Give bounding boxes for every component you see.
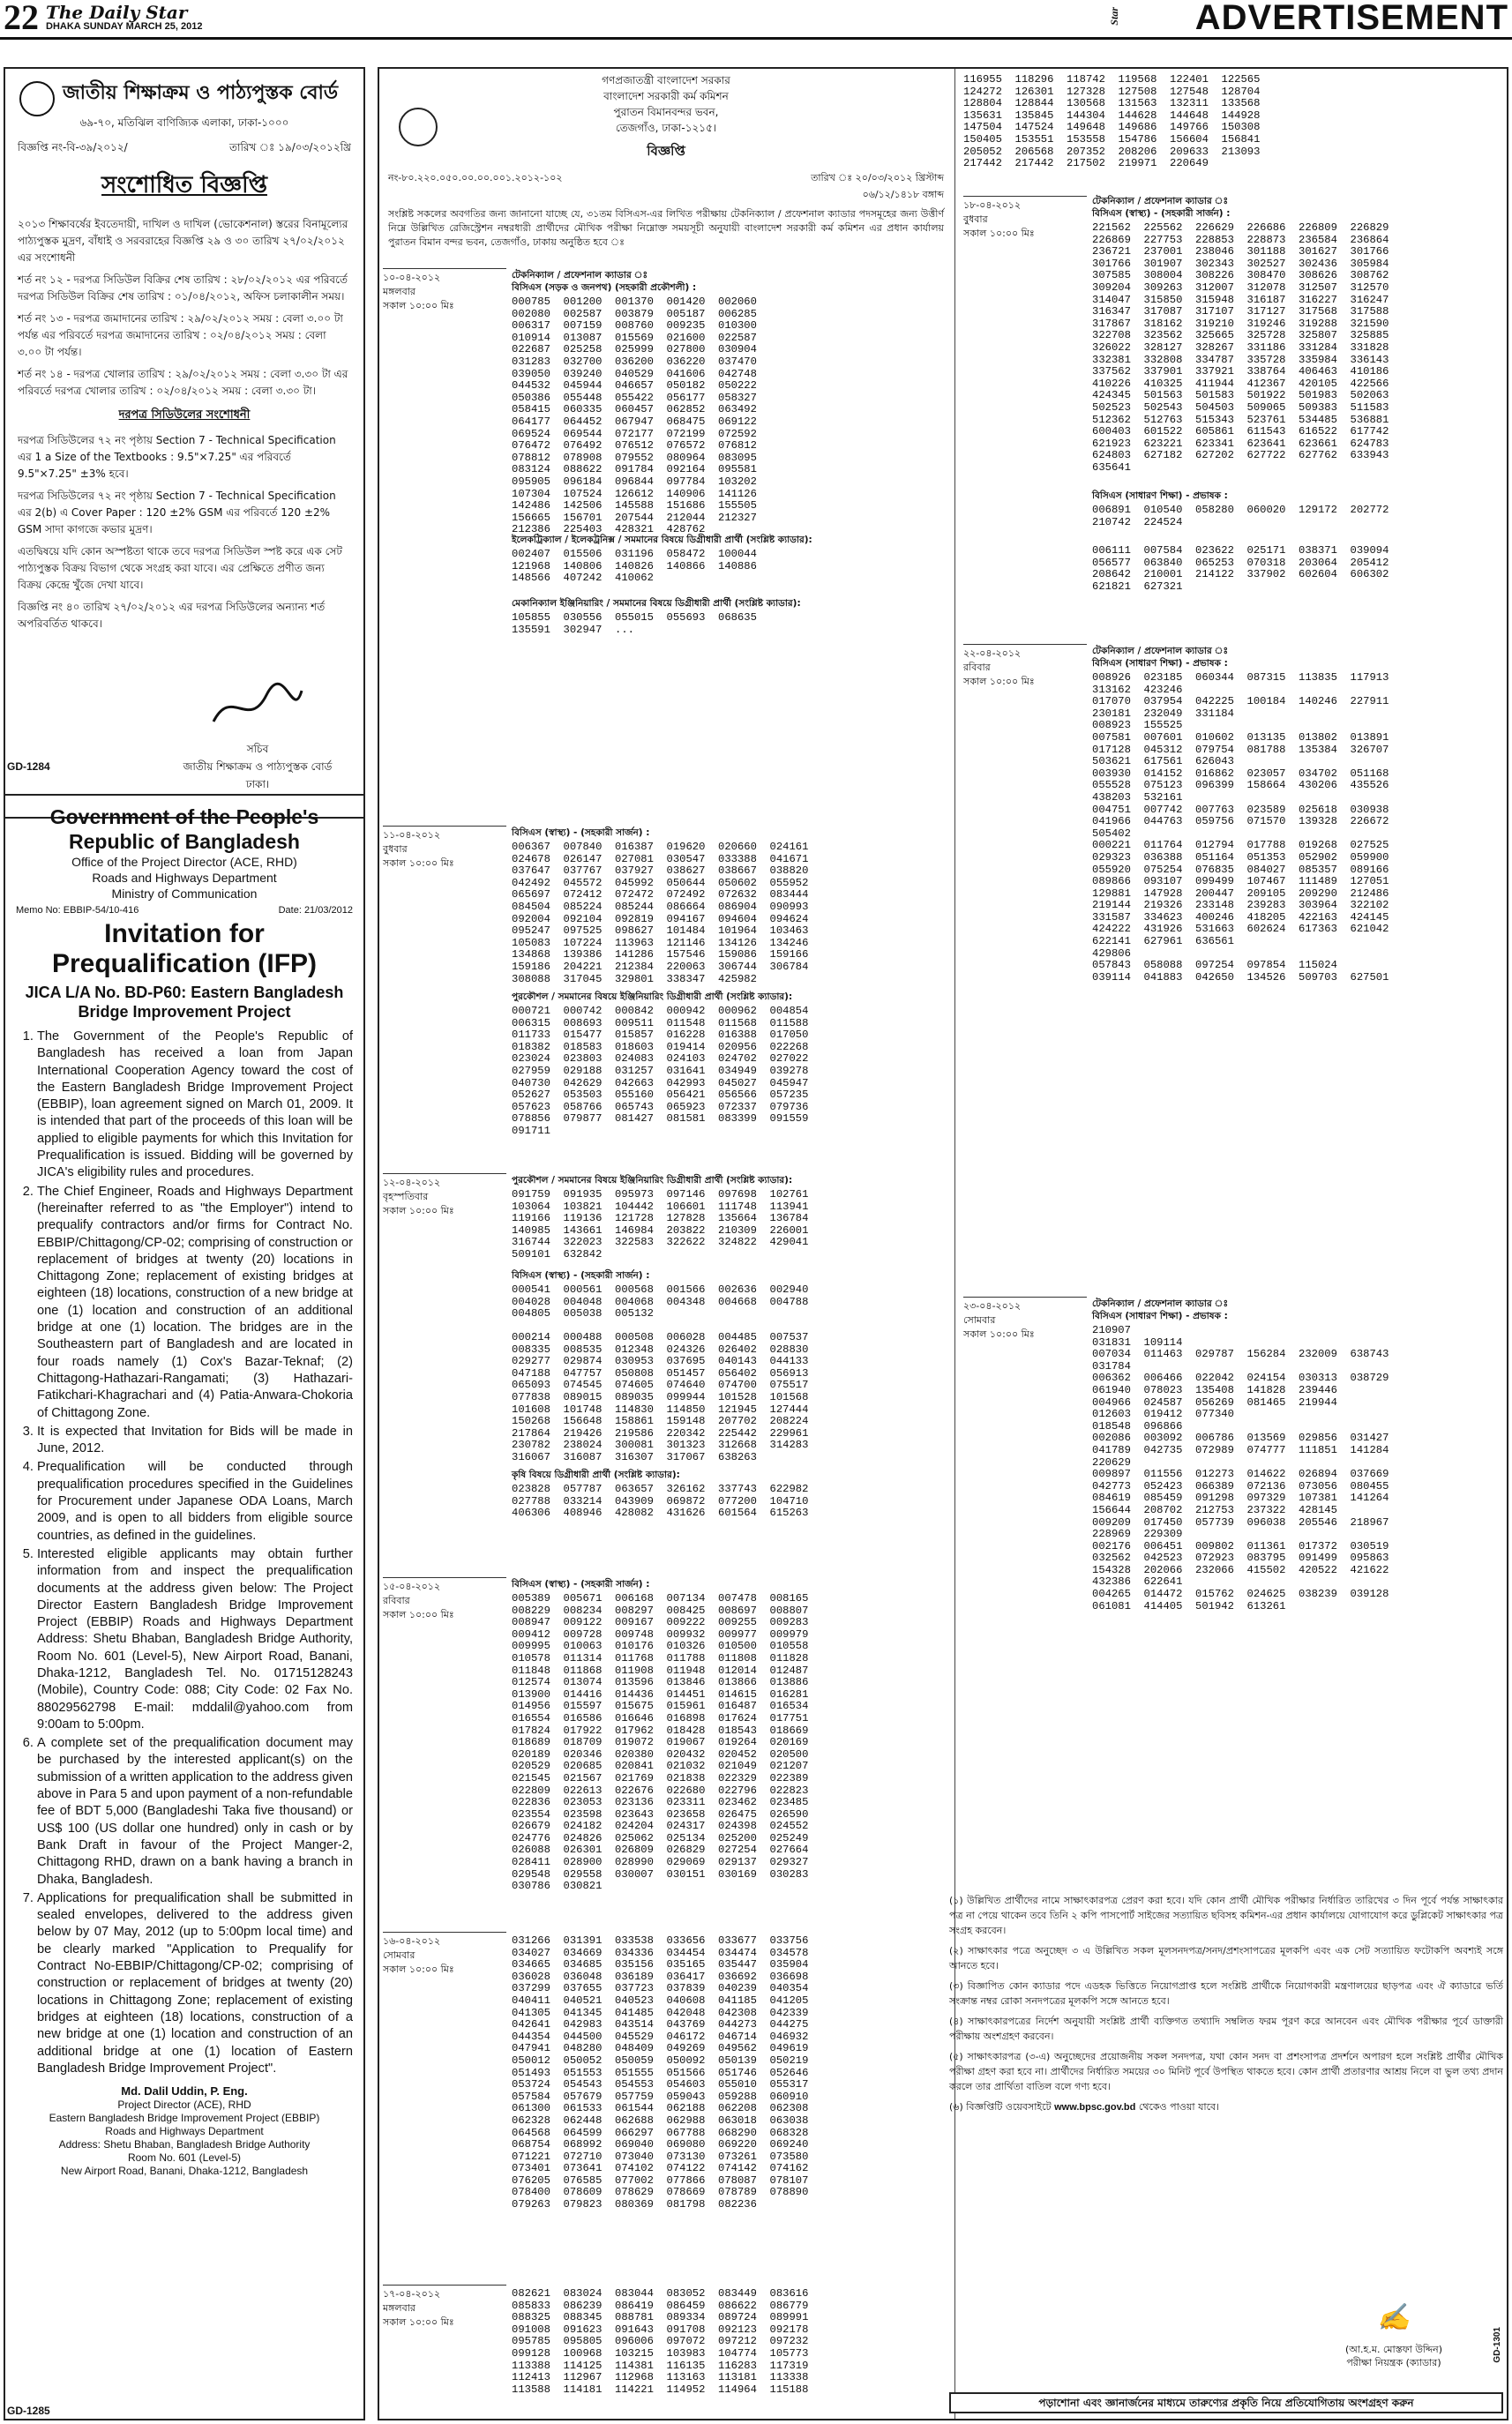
bpsc-date: তারিখ ঃ ২০/০৩/২০১২ খ্রিস্টাব্দ <box>811 172 944 183</box>
bpsc-signer-title: পরীক্ষা নিয়ন্ত্রক (ক্যাডার) <box>1346 2357 1441 2368</box>
exam-weekday: মঙ্গলবার <box>383 286 415 297</box>
registration-list: 000785 001200 001370 001420 002060 002080 002587 003879 005187 006285 006317 007159 008760 009235 010300 010914 013087 015569 021600 022587 022687 025258 025999 027800 030904 031283 032700 036200 036220 037470 039050 039240 040529 041606 042748 044532 045944 046657 050182 050222 050386 055448 055422 056177 058327 058415 060335 060457 062852 063492 064177 064452 067947 068475 069122 069524 069544 072177 072199 072592 076472 076492 076512 076572 076812 078812 078908 079552 080964 083095 083124 088622 091784 092164 095581 095905 096184 096844 097784 103202 107304 107524 126612 140906 141126 142486 142506 145588 151686 155505 156665 156701 207544 212044 212327 212386 225403 428321 428762 <box>512 296 757 536</box>
exam-weekday: সোমবার <box>383 1949 415 1961</box>
registration-list: 000214 000488 000508 006028 004485 007537 008335 008535 012348 024326 026402 028830 029277 029874 030953 037695 040143 044133 047188 047757 050808 051457 056402 056913 065093 074545 074605 074640 074700 075517 077838 089015 089035 099944 101528 101568 101608 101748 114830 114850 121945 127444 150268 156648 158861 159148 207702 208224 217864 219426 219586 220342 225442 229961 230782 238024 300081 301323 312668 314283 316067 316087 316307 317067 638263 <box>512 1331 809 1463</box>
registration-list: 006367 007840 016387 019620 020660 024161 024678 026147 027081 030547 033388 041671 037647 037767 037927 038627 038667 038820 042492 045572 045992 050644 050602 055952 065697 072412 072472 072492 072632 083444 084504 085224 085244 086664 086904 090993 092004 092104 092819 094167 094604 094624 095247 097525 098627 101484 101964 103463 105083 107224 113963 121146 134126 134246 134868 139386 141286 157546 159086 159166 159186 204221 212384 220063 306744 306784 308088 317045 329801 338347 425982 <box>512 841 809 985</box>
ifp-date: Date: 21/03/2012 <box>278 905 353 916</box>
category-heading: মেকানিক্যাল ইঞ্জিনিয়ারিং / সমমানের বিষয়ে ডিগ্রীধারী প্রার্থী (সংশ্লিষ্ট ক্যাডার): <box>512 598 801 609</box>
category-heading: বিসিএস (স্বাস্থ্য) - (সহকারী সার্জন) : <box>1092 208 1231 219</box>
bpsc-note: (৩) বিজ্ঞাপিত কোন ক্যাডার পদে এডহক ভিত্তিতে নিয়োগপ্রাপ্ত হলে সংশ্লিষ্ট প্রার্থীকে নিয়োগকারী মন্ত্রণালয়ের ছাড়পত্র এবং ঐ ক্যাডারে ভর্তি সংক্রান্ত নম্বর রোকা সনদপত্রের মূলকপি সঙ্গে আনতে হবে। <box>949 1980 1503 2007</box>
exam-weekday: বুধবার <box>963 213 988 225</box>
exam-weekday: রবিবার <box>383 1595 410 1606</box>
nctb-address: ৬৯-৭০, মতিঝিল বাণিজ্যিক এলাকা, ঢাকা-১০০০ <box>79 116 289 129</box>
exam-time: সকাল ১০:০০ মিঃ <box>383 857 454 869</box>
bpsc-memo: নং-৮০.২২০.০৫০.০০.০০.০০১.২০১২-১০২ <box>388 172 563 183</box>
registration-list: 221562 225562 226629 226686 226809 226829 226869 227753 228853 228873 236584 236864 236721 237001 238046 301188 301627 301766 301766 301907 302343 302527 302436 305984 307585 308004 308226 308470 308626 308762 309204 309263 312007 312078 312507 312570 314047 315850 315948 316187 316227 316247 316347 317087 317107 317127 317568 317588 317867 318162 319210 319246 319288 321590 322708 323562 325665 325728 325807 325885 326022 328127 328267 331186 331284 331828 332381 332808 334787 335728 335984 336143 337562 337901 337921 338764 406463 410186 410226 410325 411944 412367 420105 422566 424345 501563 501583 501922 501983 502063 502523 502543 504503 509065 509383 511583 512362 512763 515343 523761 534485 536881 600403 601522 605861 611543 616522 617742 621923 623221 623341 623641 623661 624783 624803 627182 627202 627722 627762 633943 635641 <box>1092 221 1389 474</box>
nctb-memo-row <box>18 140 351 158</box>
category-heading: টেকনিক্যাল / প্রফেশনাল ক্যাডার ঃ <box>1092 1298 1229 1309</box>
exam-time: সকাল ১০:০০ মিঃ <box>963 228 1035 239</box>
category-heading: টেকনিক্যাল / প্রফেশনাল ক্যাডার ঃ <box>1092 196 1229 206</box>
page-number: 22 <box>4 0 39 37</box>
bpsc-line: পুরাতন বিমানবন্দর ভবন, <box>613 106 719 118</box>
bpsc-footer: পড়াশোনা এবং জ্ঞানার্জনের মাধ্যমে তারুণ্যের প্রকৃতি নিয়ে প্রতিযোগিতায় অংশগ্রহণ করুন <box>949 2392 1503 2413</box>
category-heading: পুরকৌশল / সমমানের বিষয়ে ইঞ্জিনিয়ারিং ডিগ্রীধারী প্রার্থী (সংশ্লিষ্ট ক্যাডার): <box>512 991 793 1002</box>
ifp-project: JICA L/A No. BD-P60: Eastern Bangladesh Bridge Improvement Project <box>25 984 344 1021</box>
bpsc-line: বাংলাদেশ সরকারী কর্ম কমিশন <box>603 90 729 102</box>
exam-weekday: সোমবার <box>963 1314 996 1326</box>
category-heading: বিসিএস (সাধারণ শিক্ষা) - প্রভাষক : <box>1092 658 1228 669</box>
exam-time: সকাল ১০:০০ মিঃ <box>383 1609 454 1620</box>
bpsc-side-code: GD-1301 <box>1493 2327 1502 2363</box>
nctb-bullet: এতদ্বিষয়ে যদি কোন অস্পষ্টতা থাকে তবে দরপত্র সিডিউল স্পষ্ট করে এক সেট পাঠ্যপুস্তক বিক্রয় বিভাগ থেকে সংগ্রহ করা যাবে। এর প্রেক্ষিতে প্রণীত জন্য বিক্রয় কেন্দ্রে খুঁজে দেখা যাবে। <box>18 545 342 591</box>
nctb-signer-org: জাতীয় শিক্ষাক্রম ও পাঠ্যপুস্তক বোর্ড <box>183 760 333 773</box>
ifp-item: 1. The Government of the People's Republic of Bangladesh has received a loan from Japan International Cooperation Agency toward the cost of the Eastern Bangladesh Bridge Improvement Project (EBBIP), loan agreement signed on March 01, 2009. It is intended that part of the proceeds of this loan will be applied to eligible payments for which this Invitation for Prequalification is issued. Bidding will be governed by JICA's eligibility rules and procedures. <box>37 1029 353 1182</box>
nctb-signature-block <box>178 677 337 795</box>
exam-time: সকাল ১০:০০ মিঃ <box>383 1205 454 1216</box>
ifp-item: 6. A complete set of the prequalification document may be purchased by the interested applicant(s) on the submission of a written application to the address given above in Para 5 and upon payment of a non-refundable fee of BDT 5,000 (Bangladeshi Taka five thousand) or US$ 100 (US dollar one hundred) only in cash or by Bank Draft in favour of the Project Manger-2, Chittagong RHD, drawn on a bank having a branch in Dhaka, Bangladesh. <box>37 1735 353 1889</box>
ifp-item: 2. The Chief Engineer, Roads and Highways Department (hereinafter referred to as "the Employer") intend to prequalify contractors and/or firms for Contract No. EBBIP/Chittagong/CP-02; comprising of construction or replacement of bridges at twenty (20) locations in Chittagong Zone; replacement of existing bridges at eighteen (18) locations, construction of a new bridge at one (1) location and construction of an additional bridge at one (1) location. The bridges are in the Southeastern part of Bangladesh and are located in four roads namely (1) Cox's Bazar-Teknaf; (2) Chittagong-Hathazari-Rangamati; (3) Hathazari-Fatikchari-Khagrachari and (4) Patia-Anwara-Chokoria of Chittagong Zone. <box>37 1184 353 1422</box>
ifp-memo: Memo No: EBBIP-54/10-416 <box>16 905 139 916</box>
exam-date: ১০-০৪-২০১২ <box>383 272 441 283</box>
category-heading: বিসিএস (সাধারণ শিক্ষা) - প্রভাষক : <box>1092 1311 1228 1321</box>
nctb-date: তারিখ ঃ ১৯/০৩/২০১২খ্রি <box>229 141 351 153</box>
exam-date: ১৫-০৪-২০১২ <box>383 1581 441 1592</box>
ifp-notice <box>4 794 365 2420</box>
nctb-clause: শর্ত নং ১৩ - দরপত্র জমাদানের তারিখ : ২৯/০২/২০১২ সময় : বেলা ৩.০০ টা পর্যন্ত এর পরিবর্তে দরপত্র জমাদানের তারিখ : ০২/০৪/২০১২ সময় : বেলা ৩.০০ টা পর্যন্ত। <box>18 312 343 358</box>
exam-day <box>383 1173 506 1218</box>
exam-day <box>383 1932 506 1977</box>
registration-list: 006111 007584 023622 025171 038371 039094 056577 063840 065253 070318 203064 205412 208642 210001 214122 337902 602604 606302 621821 627321 <box>1092 544 1389 593</box>
govt-seal-icon <box>399 108 438 146</box>
ifp-signature-block <box>16 2084 353 2178</box>
registration-list: 008926 023185 060344 087315 113835 117913 313162 423246 017070 037954 042225 100184 140246 227911 230181 232049 331184 008923 155525 007581 007601 010602 013135 013802 013891 017128 045312 079754 081788 135384 326707 503621 617561 626043 003930 014152 016862 023057 034702 051168 055528 075123 096399 158664 430206 435526 438203 532161 004751 007742 007763 023589 025618 030938 041966 044763 059756 071570 139328 226672 505402 000221 011764 012794 017788 019268 027525 029323 036388 051164 051353 052902 059900 055920 075254 076835 084027 085357 089166 089866 093107 099499 107467 111489 127051 129881 147928 200447 209105 209290 212486 219144 219326 233148 239283 303964 322102 331587 334623 400246 418205 422163 424145 424222 431926 531663 602624 617363 621042 622141 627961 636561 429806 057843 058088 097254 097854 115024 039114 041883 042650 134526 509703 627501 <box>1092 671 1389 984</box>
bpsc-notice <box>378 67 1508 2420</box>
bpsc-memo-row <box>388 170 944 187</box>
nctb-signer-city: ঢাকা। <box>245 778 270 790</box>
registration-list: 005389 005671 006168 007134 007478 008165 008229 008234 008297 008425 008697 008807 008947 009122 009167 009222 009255 009283 009412 009728 009748 009932 009977 009979 009995 010063 010176 010326 010500 010558 010578 011314 011768 011788 011808 011828 011848 011868 011908 011948 012014 012487 012574 013074 013596 013846 013866 013886 013900 014416 014436 014451 014615 016281 014956 015597 015675 015961 016487 016534 016554 016586 016646 016898 017624 017751 017824 017922 017962 018428 018543 018669 018689 018709 019072 019067 019264 020169 020189 020346 020380 020432 020452 020500 020529 020685 020841 021032 021049 021207 021545 021567 021769 021838 022329 022389 022809 022613 022676 022680 022796 022823 022836 023053 023136 023311 023462 023485 023554 023598 023643 023658 026475 026590 026679 024182 024204 024317 024398 024552 024776 024826 025062 025134 025200 025249 026088 026301 026809 026829 027254 027664 028411 028900 028990 029069 029137 029327 029548 029558 030007 030151 030169 030283 030786 030821 <box>512 1592 809 1893</box>
registration-list: 210907 031831 109114 007034 011463 029787 156284 232009 638743 031784 006362 006466 022042 024154 030313 038729 061940 078023 135408 141828 239446 004966 024587 056269 081465 219944 012603 019412 077340 018548 096866 002086 003092 006786 013569 029856 031427 041789 042735 072989 074777 111851 141284 220629 009897 011556 012273 014622 026894 037669 042773 052423 066389 072136 073056 080455 084619 085459 091298 097329 107381 141264 156644 208702 212753 237322 428145 009209 017450 057739 096038 205546 218967 228969 229309 002176 006451 009802 011361 017372 030519 032562 042523 072923 083795 091499 095863 154328 202066 232066 415502 420522 421622 432386 622641 004265 014472 015762 024625 038239 039128 061081 414405 501942 613261 <box>1092 1324 1389 1612</box>
bpsc-website-note <box>949 2099 1503 2115</box>
registration-list: 006891 010540 058280 060020 129172 202772 210742 224524 <box>1092 504 1389 528</box>
exam-weekday: বুধবার <box>383 843 408 855</box>
category-heading: ইলেকট্রিক্যাল / ইলেকট্রনিক্স / সমমানের বিষয়ে ডিগ্রীধারী প্রার্থী (সংশ্লিষ্ট ক্যাডার): <box>512 535 812 545</box>
registration-list: 116955 118296 118742 119568 122401 122565 124272 126301 127328 127508 127548 128704 128804 128844 130568 131563 132311 133568 135631 135845 144304 144628 144648 144928 147504 147524 149648 149686 149766 150308 150405 153551 153558 154786 156604 156841 205052 206568 207352 208206 209633 213093 217442 217442 217502 219971 220649 <box>963 73 1261 170</box>
registration-list: 000541 000561 000568 001566 002636 002940 004028 004048 004068 004348 004668 004788 004805 005038 005132 <box>512 1283 809 1320</box>
bpsc-date-row <box>388 187 944 204</box>
bpsc-note: (৫) সাক্ষাৎকারপত্র (৩-এ) অনুচ্ছেদের প্রয়োজনীয় সকল সনদপত্র, যথা কোন সনদ বা প্রশংসাপত্র প্রদর্শনে অপারগ হলে সংশ্লিষ্ট প্রার্থীর মৌখিক পরীক্ষা গ্রহণ করা হবে না। প্রার্থীদের নির্ধারিত সময়ের ৩০ মিনিট পূর্বে উপস্থিত থাকতে হবে। কোন প্রার্থী প্রতারণার আশ্রয় নিলে বা ভুল তথ্য প্রদান করলে তার প্রার্থিতা বাতিল বলে গণ্য হবে। <box>949 2051 1503 2092</box>
exam-day <box>383 1577 506 1622</box>
registration-list: 000721 000742 000842 000942 000962 004854 006315 008693 009511 011548 011568 011588 011733 015477 015857 016228 016388 017050 018382 018583 018603 019414 020956 022268 023024 023803 024083 024103 024702 027022 027959 029188 031257 031641 034949 039278 040730 042629 042663 042993 045027 045947 052627 053503 055160 056421 056566 057235 057623 058766 065743 065923 072337 079736 078856 079877 081427 081581 083399 091559 091711 <box>512 1005 809 1137</box>
section-title: ADVERTISEMENT <box>1194 0 1508 37</box>
nctb-logo-icon <box>19 81 55 116</box>
bpsc-notes <box>949 1893 1503 2121</box>
bpsc-line: তেজগাঁও, ঢাকা-১২১৫। <box>615 122 717 134</box>
ifp-signer-line: New Airport Road, Banani, Dhaka-1212, Bangladesh <box>60 2165 309 2178</box>
edition-date: DHAKA SUNDAY MARCH 25, 2012 <box>46 21 203 32</box>
ifp-item: 5. Interested eligible applicants may obtain further information from and inspect the prequalification documents at the address given below: The Project Director Eastern Bangladesh Bridge Improvement Project (EBBIP) Roads and Highways Department Address: Shetu Bhaban, Bangladesh Bridge Authority, Room No. 601 (Level-5), New Airport Road, Banani, Dhaka-1212, Bangladesh Tel. No. 01715128243 (Mobile), Country Code: 088; City Code: 02 Fax No. 88029562798 E-mail: mddalil@yahoo.com from 9:00am to 5:00pm. <box>37 1546 353 1733</box>
exam-date: ১১-০৪-২০১২ <box>383 829 441 841</box>
website-label: (৬) বিজ্ঞপ্তিটি ওয়েবসাইটে <box>949 2101 1052 2113</box>
ifp-ref: GD-1285 <box>7 2405 50 2417</box>
category-heading: কৃষি বিষয়ে ডিগ্রীধারী প্রার্থী (সংশ্লিষ্ট ক্যাডার): <box>512 1470 680 1480</box>
registration-list: 031266 031391 033538 033656 033677 033756 034027 034669 034336 034454 034474 034578 034665 034685 035156 035165 035447 035904 036028 036048 036189 036417 036692 036698 037299 037655 037723 037839 040239 040354 040411 040521 040523 040608 041185 041205 041305 041345 041485 042048 042308 042339 042641 042983 043514 043769 044273 044275 044354 044500 045529 046172 046714 046932 047941 048280 048409 049269 049562 049619 050012 050052 050059 050092 050139 050219 051493 051553 051555 051566 051746 052646 053724 054543 054553 054603 055010 055317 057584 057679 057759 059043 059288 060910 061300 061533 061544 062188 062208 062308 062328 062448 062688 062988 063018 063038 064568 064599 066297 067788 068290 068328 068754 068992 069040 069080 069220 069240 071221 072710 073040 073130 073261 073580 073401 073641 074102 074122 074142 074162 076205 076585 077002 077866 078087 078107 078400 078609 078629 078669 078789 078890 079263 079823 080369 081798 082236 <box>512 1934 809 2211</box>
exam-date: ১৭-০৪-২০১২ <box>383 2288 441 2300</box>
exam-day <box>383 826 506 871</box>
category-heading: বিসিএস (স্বাস্থ্য) - (সহকারী সার্জন) : <box>512 827 650 838</box>
website-link[interactable]: www.bpsc.gov.bd <box>1054 2102 1136 2113</box>
nctb-bullet: দরপত্র সিডিউলের ৭২ নং পৃষ্ঠায় Section 7 - Technical Specification এর 2(b) এ Cover Paper : 120 ±2% GSM এর পরিবর্তে 120 ±2% GSM সাদা কাগজে কভার মুদ্রণ। <box>18 490 336 535</box>
exam-day <box>963 196 1087 241</box>
exam-weekday: বৃহস্পতিবার <box>383 1191 429 1202</box>
bpsc-header <box>388 72 944 258</box>
ifp-signer-name: Md. Dalil Uddin, P. Eng. <box>121 2084 248 2099</box>
nctb-notice <box>4 67 365 819</box>
exam-date: ২৩-০৪-২০১২ <box>963 1300 1022 1312</box>
nctb-clause: শর্ত নং ১২ - দরপত্র সিডিউল বিক্রির শেষ তারিখ : ২৮/০২/২০১২ এর পরিবর্তে দরপত্র সিডিউল বিক্রির শেষ তারিখ : ০১/০৪/২০১২, অফিস চলাকালীন সময়। <box>18 273 348 303</box>
exam-time: সকাল ১০:০০ মিঃ <box>963 676 1035 687</box>
ifp-items <box>16 1029 353 2077</box>
nctb-title: জাতীয় শিক্ষাক্রম ও পাঠ্যপুস্তক বোর্ড <box>62 82 339 104</box>
exam-weekday: মঙ্গলবার <box>383 2302 415 2314</box>
bpsc-date2: ০৬/১২/১৪১৮ বঙ্গাব্দ <box>862 189 944 200</box>
registration-list: 002407 015506 031196 058472 100044 121968 140806 140826 140866 140886 148566 407242 410062 <box>512 548 757 585</box>
nctb-intro: ২০১৩ শিক্ষাবর্ষের ইবতেদায়ী, দাখিল ও দাখিল (ভোকেশনাল) স্তরের বিনামূল্যের পাঠ্যপুস্তক মুদ্রণ, বাঁধাই ও সরবরাহের বিজ্ঞপ্তি ২৯ ও ৩০ তারিখ ২৭/০২/২০১২ এর সংশোধনী <box>18 218 348 264</box>
ifp-ministry: Ministry of Communication <box>111 887 258 901</box>
ifp-signer-line: Eastern Bangladesh Bridge Improvement Project (EBBIP) <box>49 2112 320 2125</box>
category-heading: টেকনিক্যাল / প্রফেশনাল ক্যাডার ঃ <box>512 270 648 281</box>
ifp-office: Office of the Project Director (ACE, RHD) <box>71 855 297 869</box>
paper-name: The Daily Star <box>46 2 188 23</box>
exam-day <box>963 644 1087 689</box>
category-heading: বিসিএস (স্বাস্থ্য) - (সহকারী সার্জন) : <box>512 1270 650 1281</box>
category-heading: বিসিএস (স্বাস্থ্য) - (সহকারী সার্জন) : <box>512 1579 650 1590</box>
category-heading: পুরকৌশল / সমমানের বিষয়ে ইঞ্জিনিয়ারিং ডিগ্রীধারী প্রার্থী (সংশ্লিষ্ট ক্যাডার): <box>512 1175 793 1186</box>
exam-time: সকাল ১০:০০ মিঃ <box>383 2316 454 2328</box>
nctb-heading: সংশোধিত বিজ্ঞপ্তি <box>101 172 267 198</box>
exam-day <box>963 1297 1087 1342</box>
ifp-item: 3. It is expected that Invitation for Bids will be made in June, 2012. <box>37 1424 353 1458</box>
nctb-clause: শর্ত নং ১৪ - দরপত্র খোলার তারিখ : ২৯/০২/২০১২ সময় : বেলা ৩.৩০ টা এর পরিবর্তে দরপত্র খোলার তারিখ : ০২/০৪/২০১২ সময় : বেলা ৩.৩০ টা। <box>18 368 348 397</box>
exam-day <box>383 2285 506 2330</box>
exam-date: ১৮-০৪-২০১২ <box>963 199 1022 211</box>
bpsc-heading: বিজ্ঞপ্তি <box>647 143 685 159</box>
category-heading: টেকনিক্যাল / প্রফেশনাল ক্যাডার ঃ <box>1092 646 1229 656</box>
ifp-signer-title: Project Director (ACE), RHD <box>117 2099 251 2112</box>
bpsc-note: (২) সাক্ষাৎকার পত্রে অনুচ্ছেদ ৩ এ উল্লিখিত সকল মূলসনদপত্র/সনদ/প্রশংসাপত্রের মূলকপি এবং এক সেট সত্যায়িত ফটোকপি অবশ্যই সঙ্গে আনতে হবে। <box>949 1945 1503 1971</box>
signature-icon: ✍ <box>1377 2302 1411 2333</box>
ifp-signer-line: Address: Shetu Bhaban, Bangladesh Bridge Authority <box>58 2138 311 2151</box>
ifp-signer-line: Roads and Highways Department <box>105 2125 264 2138</box>
ifp-department: Roads and Highways Department <box>92 871 277 885</box>
ifp-item: 7. Applications for prequalification shall be submitted in sealed envelopes, delivered to the address given below by 07 May, 2012 (up to 5:00pm local time) and be clearly marked "Application to Prequalify for Contract No-EBBIP/Chittagong/CP-02; comprising of construction or replacement of bridges at twenty (20) locations in Chittagong Zone; replacement of existing bridges at eighteen (18) locations, construction of a new bridge at one (1) location and construction of an additional bridge at one (1) location of Eastern Bangladesh Bridge Improvement Project". <box>37 1890 353 2077</box>
bpsc-signer-name: (আ.হ.ম. মোস্তফা উদ্দিন) <box>1344 2344 1443 2355</box>
ifp-government: Government of the People's Republic of Bangladesh <box>49 805 319 853</box>
nctb-subheading: দরপত্র সিডিউলের সংশোধনী <box>118 408 251 422</box>
nctb-bullet: দরপত্র সিডিউলের ৭২ নং পৃষ্ঠায় Section 7 - Technical Specification এর 1 a Size of the Textbooks : 9.5"×7.25" এর পরিবর্তে 9.5"×7.25" ±3% হবে। <box>18 434 336 480</box>
ifp-signer-line: Room No. 601 (Level-5) <box>127 2151 242 2165</box>
nctb-closing: বিজ্ঞপ্তি নং ৪০ তারিখ ২৭/০২/২০১২ এর দরপত্র সিডিউলের অন্যান্য শর্ত অপরিবর্তিত থাকবে। <box>18 601 326 630</box>
registration-list: 091759 091935 095973 097146 097698 102761 103064 103821 104442 106601 111748 113941 119166 119136 121728 127828 135664 136784 140985 143661 146984 203822 210309 226001 316744 322023 322583 322622 324822 429041 509101 632842 <box>512 1188 809 1261</box>
bpsc-line: গণপ্রজাতন্ত্রী বাংলাদেশ সরকার <box>602 74 730 86</box>
category-heading: বিসিএস (সাধারণ শিক্ষা) - প্রভাষক : <box>1092 490 1228 501</box>
exam-weekday: রবিবার <box>963 662 991 673</box>
side-label: Star <box>1108 7 1120 26</box>
nctb-signer-title: সচিব <box>246 743 269 755</box>
bpsc-note: (৪) সাক্ষাৎকারপত্রের নির্দেশ অনুযায়ী সংশ্লিষ্ট প্রার্থী ব্যক্তিগত তথ্যাদি সম্বলিত ফরম পূরণ করে আনবেন এবং মৌখিক পরীক্ষার পূর্বে ডাক্তারী পরীক্ষায় অংশগ্রহণ করবেন। <box>949 2016 1503 2042</box>
masthead <box>0 0 1512 40</box>
category-heading: বিসিএস (সড়ক ও জনপথ) (সহকারী প্রকৌশলী) : <box>512 282 697 293</box>
exam-date: ১২-০৪-২০১২ <box>383 1177 441 1188</box>
exam-date: ১৬-০৪-২০১২ <box>383 1935 441 1947</box>
bpsc-signature-block <box>1306 2302 1482 2369</box>
exam-time: সকাল ১০:০০ মিঃ <box>383 300 454 311</box>
website-tail: থেকেও পাওয়া যাবে। <box>1138 2101 1220 2113</box>
exam-day <box>383 268 506 313</box>
registration-list: 023828 057787 063657 326162 337743 622982 027788 033214 043909 069872 077200 104710 406306 408946 428082 431626 601564 615263 <box>512 1483 809 1520</box>
nctb-memo: বিজ্ঞপ্তি নং-বি-৩৯/২০১২/ <box>18 141 128 153</box>
registration-list: 082621 083024 083044 083052 083449 083616 085833 086239 086419 086459 086622 086779 088325 088345 088781 089334 089724 089991 091008 091623 091643 091708 092123 092178 095785 095805 096006 097072 097212 097232 099128 100968 103215 103983 104774 105773 113388 114125 114381 116135 116283 117319 112413 112967 112968 113163 113181 113338 113588 114181 114221 114952 114964 115188 <box>512 2287 809 2396</box>
exam-time: সকাল ১০:০০ মিঃ <box>963 1328 1035 1340</box>
signature-icon <box>205 677 311 739</box>
registration-list: 105855 030556 055015 055693 068635 135591 302947 ... <box>512 611 757 636</box>
bpsc-paragraph: সংশ্লিষ্ট সকলের অবগতির জন্য জানানো যাচ্ছে যে, ৩১তম বিসিএস-এর লিখিত পরীক্ষায় টেকনিক্যাল / প্রফেশনাল ক্যাডার পদসমূহের জন্য উত্তীর্ণ নিম্নে উল্লিখিত রেজিস্ট্রেশন নম্বরধারী প্রার্থীদের মৌখিক পরীক্ষা নিম্নোক্ত সময়সূচী অনুযায়ী বাংলাদেশ সরকারী কর্ম কমিশন এর প্রধান কার্যালয় পুরাতন বিমান বন্দর ভবন, তেজগাঁও, ঢাকায় অনুষ্ঠিত হবে ঃ <box>388 208 944 248</box>
ifp-heading: Invitation for Prequalification (IFP) <box>51 919 318 978</box>
exam-date: ২২-০৪-২০১২ <box>963 647 1022 659</box>
ifp-memo-row <box>16 905 353 916</box>
bpsc-note: (১) উল্লিখিত প্রার্থীদের নামে সাক্ষাৎকারপত্র প্রেরণ করা হবে। যদি কোন প্রার্থী মৌখিক পরীক্ষার নির্ধারিত তারিখের ৩ দিন পূর্বে পর্যন্ত সাক্ষাৎকার পত্র না পেয়ে থাকেন তবে তিনি ২ কপি পাসপোর্ট সাইজের সত্যায়িত ছবিসহ কমিশন-এর প্রধান কার্যালয়ে যোগাযোগ করে ডুপ্লিকেট সাক্ষাৎকার পত্র সংগ্রহ করবেন। <box>949 1895 1503 1936</box>
ifp-item: 4. Prequalification will be conducted through prequalification procedures specified in the Guidelines for Procurement under Japanese ODA Loans, March 2009, and is open to all bidders from eligible source countries, as defined in the guidelines. <box>37 1459 353 1544</box>
nctb-ref: GD-1284 <box>7 760 50 773</box>
exam-time: সকাল ১০:০০ মিঃ <box>383 1964 454 1975</box>
